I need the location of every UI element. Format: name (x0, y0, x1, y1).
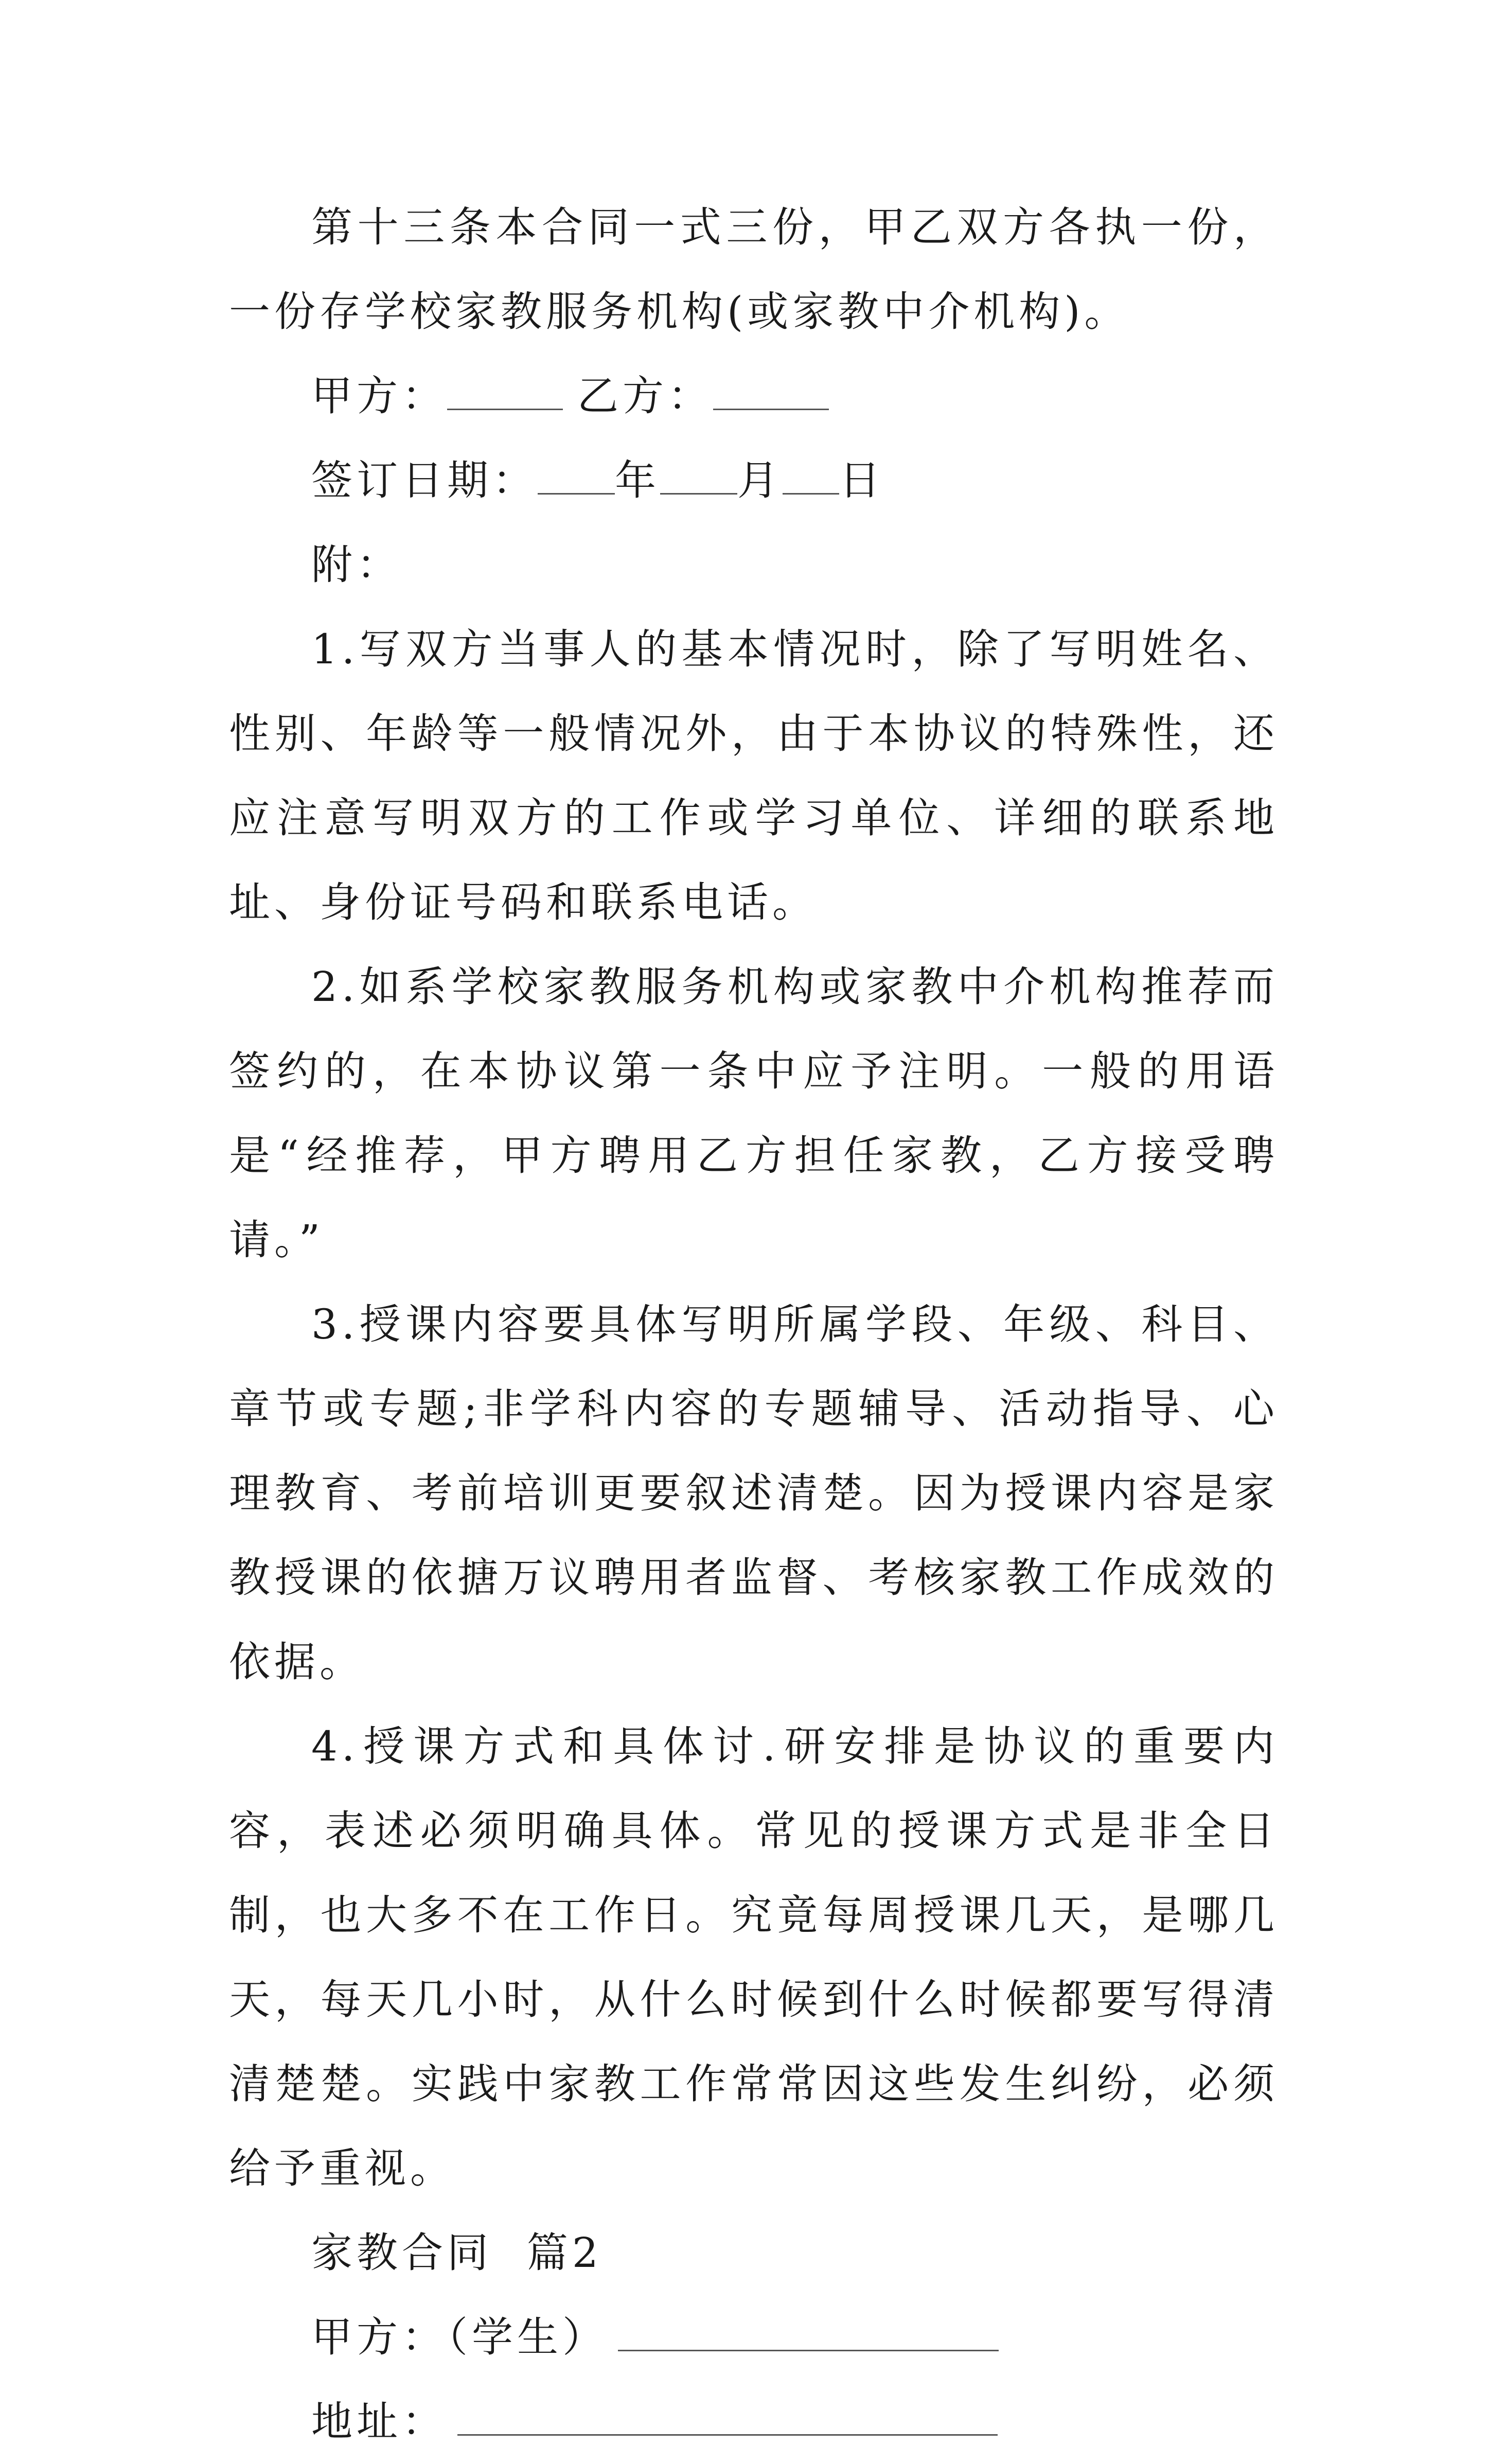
month-blank (660, 462, 737, 495)
day-label: 日 (839, 456, 884, 504)
party-a-student-label: 甲方：（学生） (311, 2313, 608, 2361)
year-blank (538, 462, 615, 495)
section-title: 家教合同 篇2 (311, 2229, 602, 2277)
day-blank (783, 462, 839, 495)
note-1: 1.写双方当事人的基本情况时，除了写明姓名、性别、年龄等一般情况外，由于本协议的特殊性，还应注意写明双方的工作或学习单位、详细的联系地址、身份证号码和联系电话。 (229, 625, 1279, 926)
year-label: 年 (615, 456, 660, 504)
appendix-label: 附： (311, 541, 402, 589)
party-a-student-blank (618, 2319, 999, 2351)
document-body (229, 185, 1279, 2464)
clause-thirteen: 第十三条本合同一式三份，甲乙双方各执一份，一份存学校家教服务机构(或家教中介机构)。 (229, 203, 1279, 336)
party-a-label: 甲方： (311, 372, 447, 420)
signature-line (229, 354, 1279, 438)
party-a-blank (447, 378, 563, 410)
party-b-blank (713, 378, 829, 410)
note-2: 2.如系学校家教服务机构或家教中介机构推荐而签约的，在本协议第一条中应予注明。一般的用语是“经推荐，甲方聘用乙方担任家教，乙方接受聘请。” (229, 963, 1279, 1264)
address-blank (457, 2403, 998, 2436)
note-3: 3.授课内容要具体写明所属学段、年级、科目、章节或专题;非学科内容的专题辅导、活动指导、心理教育、考前培训更要叙述清楚。因为授课内容是家教授课的依搪万议聘用者监督、考核家教工作成效的依据。 (229, 1300, 1279, 1686)
date-label: 签订日期： (311, 456, 538, 504)
address-label: 地址： (311, 2398, 447, 2445)
note-4: 4.授课方式和具体讨.研安排是协议的重要内容，表述必须明确具体。常见的授课方式是非全日制，也大多不在工作日。究竟每周授课几天，是哪几天，每天几小时，从什么时候到什么时候都要写得清清楚楚。实践中家教工作常常因这些发生纠纷，必须给予重视。 (229, 1722, 1279, 2192)
party-a-student-line (229, 2295, 1279, 2380)
month-label: 月 (737, 456, 783, 504)
party-b-label: 乙方： (577, 372, 713, 420)
date-line (229, 438, 1279, 523)
address-line (229, 2380, 1279, 2464)
